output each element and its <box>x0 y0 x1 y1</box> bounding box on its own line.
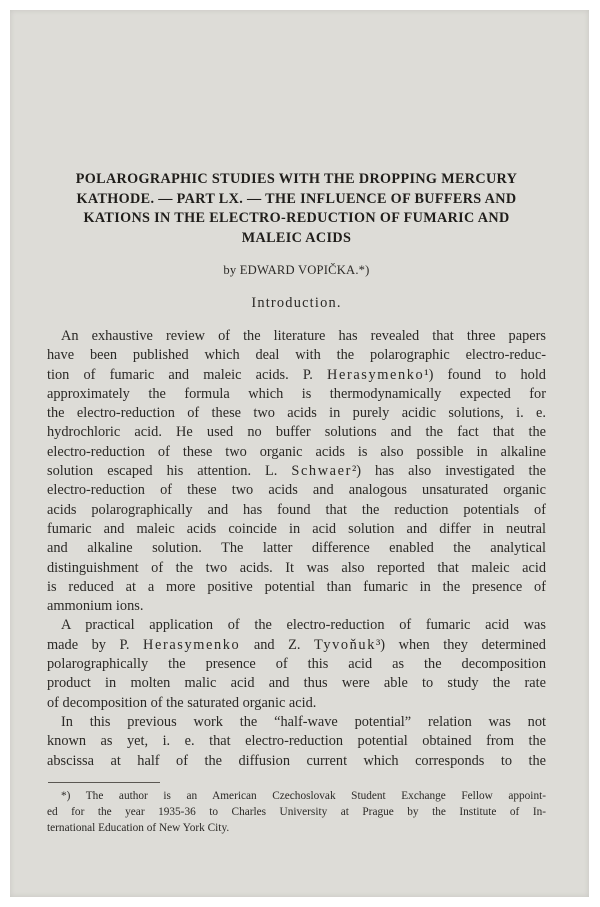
footnote-rule <box>48 782 160 783</box>
body-line: and alkaline solution. The latter difference enabled the analytical <box>47 540 546 557</box>
body-line: of decomposition of the saturated organic acid. <box>47 694 317 711</box>
reference-mark: ¹) found to hold <box>424 366 546 383</box>
body-line <box>47 636 546 655</box>
author-name: Herasymenko <box>143 636 241 653</box>
body-line: acids polarographically and has found that the reduction potentials of <box>47 501 546 518</box>
body-line: known as yet, i. e. that electro-reduction potential obtained from the <box>47 733 546 750</box>
title-line: MALEIC ACIDS <box>241 229 352 246</box>
title-line: KATHODE. — PART LX. — THE INFLUENCE OF BUFFERS AND <box>76 190 517 207</box>
author-name: Herasymenko <box>327 366 425 383</box>
body-line: electro-reduction of these two organic acids is also possible in alkaline <box>47 443 546 460</box>
body-line: distinguishment of the two acids. It was also reported that maleic acid <box>47 559 546 576</box>
body-line: polarographically the presence of this acid as the decomposition <box>47 656 546 673</box>
article <box>47 170 546 836</box>
body-line: hydrochloric acid. He used no buffer solutions and the fact that the <box>47 424 546 441</box>
body-line: In this previous work the “half-wave potential” relation was not <box>61 713 546 730</box>
author-name: Tyvoňuk <box>313 636 376 653</box>
body-line: An exhaustive review of the literature has revealed that three papers <box>61 328 546 344</box>
footnote-line: *) The author is an American Czechoslovak Student Exchange Fellow appoint- <box>61 789 546 802</box>
reference-mark: ²) has also investigated the <box>351 463 546 480</box>
body-line: approximately the formula which is thermodynamically expected for <box>47 385 546 402</box>
footnote-line: ed for the year 1935-36 to Charles University at Prague by the Institute of In- <box>47 805 546 818</box>
body-line: the electro-reduction of these two acids in purely acidic solutions, i. e. <box>47 405 546 422</box>
body-line <box>47 366 546 385</box>
body-line: have been published which deal with the polarographic electro-reduc- <box>47 347 546 364</box>
body-line: is reduced at a more positive potential than fumaric in the presence of <box>47 578 546 595</box>
body-line: ammonium ions. <box>47 598 144 615</box>
footnote-line: ternational Education of New York City. <box>47 821 230 834</box>
body-line: fumaric and maleic acids coincide in acid solution and differ in neutral <box>47 520 546 537</box>
title-line: POLAROGRAPHIC STUDIES WITH THE DROPPING MERCURY <box>75 171 518 187</box>
article-title <box>47 170 546 248</box>
author-name: Schwaer <box>291 463 352 480</box>
body-text <box>47 327 546 771</box>
author-byline: by EDWARD VOPIČKA.*) <box>223 263 370 277</box>
body-line: A practical application of the electro-reduction of fumaric acid was <box>61 617 546 634</box>
body-line <box>47 462 546 481</box>
text-run: made by P. <box>47 636 130 653</box>
reference-mark: ³) when they determined <box>375 636 546 653</box>
text-run: and Z. <box>253 636 301 653</box>
section-heading: Introduction. <box>251 295 342 311</box>
body-line: abscissa at half of the diffusion current which corresponds to the <box>47 752 546 769</box>
text-run: solution escaped his attention. L. <box>47 463 278 480</box>
title-line: KATIONS IN THE ELECTRO-REDUCTION OF FUMARIC AND <box>83 210 510 226</box>
footnote <box>47 788 546 836</box>
body-line: electro-reduction of these two acids and analogous unsaturated organic <box>47 482 546 499</box>
text-run: tion of fumaric and maleic acids. P. <box>47 366 313 383</box>
body-line: product in molten malic acid and thus were able to study the rate <box>47 675 546 692</box>
